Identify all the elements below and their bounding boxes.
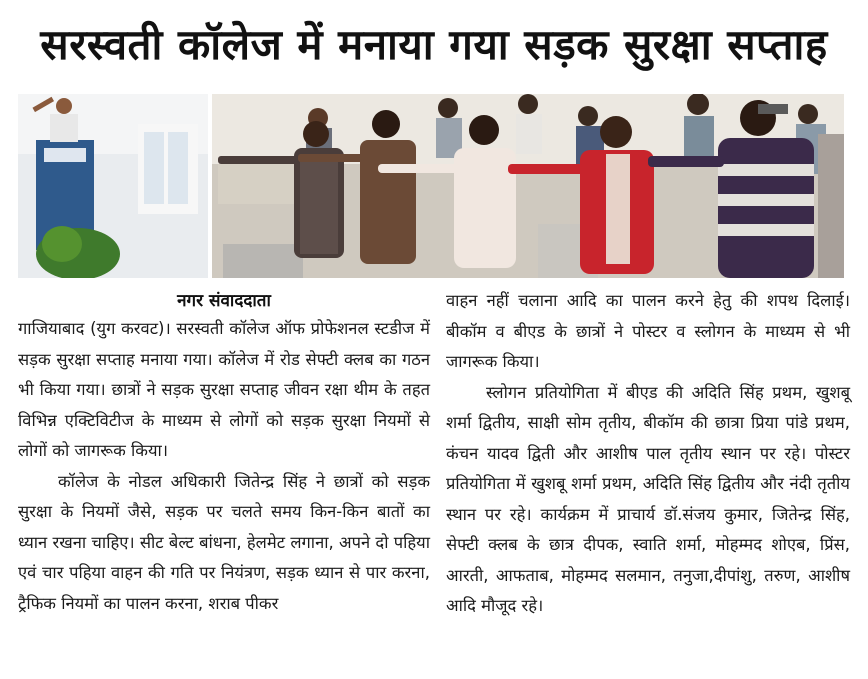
news-photo	[18, 94, 844, 278]
byline: नगर संवाददाता	[177, 291, 271, 311]
article-right-column	[446, 286, 850, 622]
article-paragraph-1: गाजियाबाद (युग करवट)। सरस्वती कॉलेज ऑफ प्रोफेशनल स्टडीज में सड़क सुरक्षा सप्ताह मनाया गया। कॉलेज में रोड सेफ्टी क्लब का गठन भी किया गया। छात्रों ने सड़क सुरक्षा सप्ताह जीवन रक्षा थीम के तहत विभिन्न एक्टिविटीज के माध्यम से लोगों को सड़क सुरक्षा नियमों से लोगों को जागरूक किया।	[18, 319, 430, 460]
article-paragraph-2: कॉलेज के नोडल अधिकारी जितेन्द्र सिंह ने छात्रों को सड़क सुरक्षा के नियमों जैसे, सड़क पर चलते समय किन-किन बातों का ध्यान रखना चाहिए। सीट बेल्ट बांधना, हेलमेट लगाना, अपने दो पहिया एवं चार पहिया वाहन की गति पर नियंत्रण, सड़क ध्यान से पार करना, ट्रैफिक नियमों का पालन करना, शराब पीकर	[18, 471, 430, 613]
headline: सरस्वती कॉलेज में मनाया गया सड़क सुरक्षा सप्ताह	[40, 19, 828, 69]
article-left-column	[18, 314, 430, 619]
article-paragraph-4: स्लोगन प्रतियोगिता में बीएड की अदिति सिंह प्रथम, खुशबू शर्मा द्वितीय, साक्षी सोम तृतीय, बीकॉम की छात्रा प्रिया पांडे प्रथम, कंचन यादव द्विती और आशीष पाल तृतीय स्थान पर रहे। पोस्टर प्रतियोगिता में खुशबू शर्मा प्रथम, अदिति सिंह द्वितीय और नंदी तृतीय स्थान पर रहे। कार्यक्रम में प्राचार्य डॉ.संजय कुमार, जितेन्द्र सिंह, सेफ्टी क्लब के छात्र दीपक, स्वाति शर्मा, मोहम्मद शोएब, प्रिंस, आरती, आफताब, मोहम्मद सलमान, तनुजा,दीपांशु, तरुण, आशीष आदि मौजूद रहे।	[446, 382, 850, 615]
photo-illustration	[18, 94, 844, 278]
article-paragraph-3: वाहन नहीं चलाना आदि का पालन करने हेतु की शपथ दिलाई। बीकॉम व बीएड के छात्रों ने पोस्टर व स्लोगन के माध्यम से भी जागरूक किया।	[446, 291, 850, 371]
